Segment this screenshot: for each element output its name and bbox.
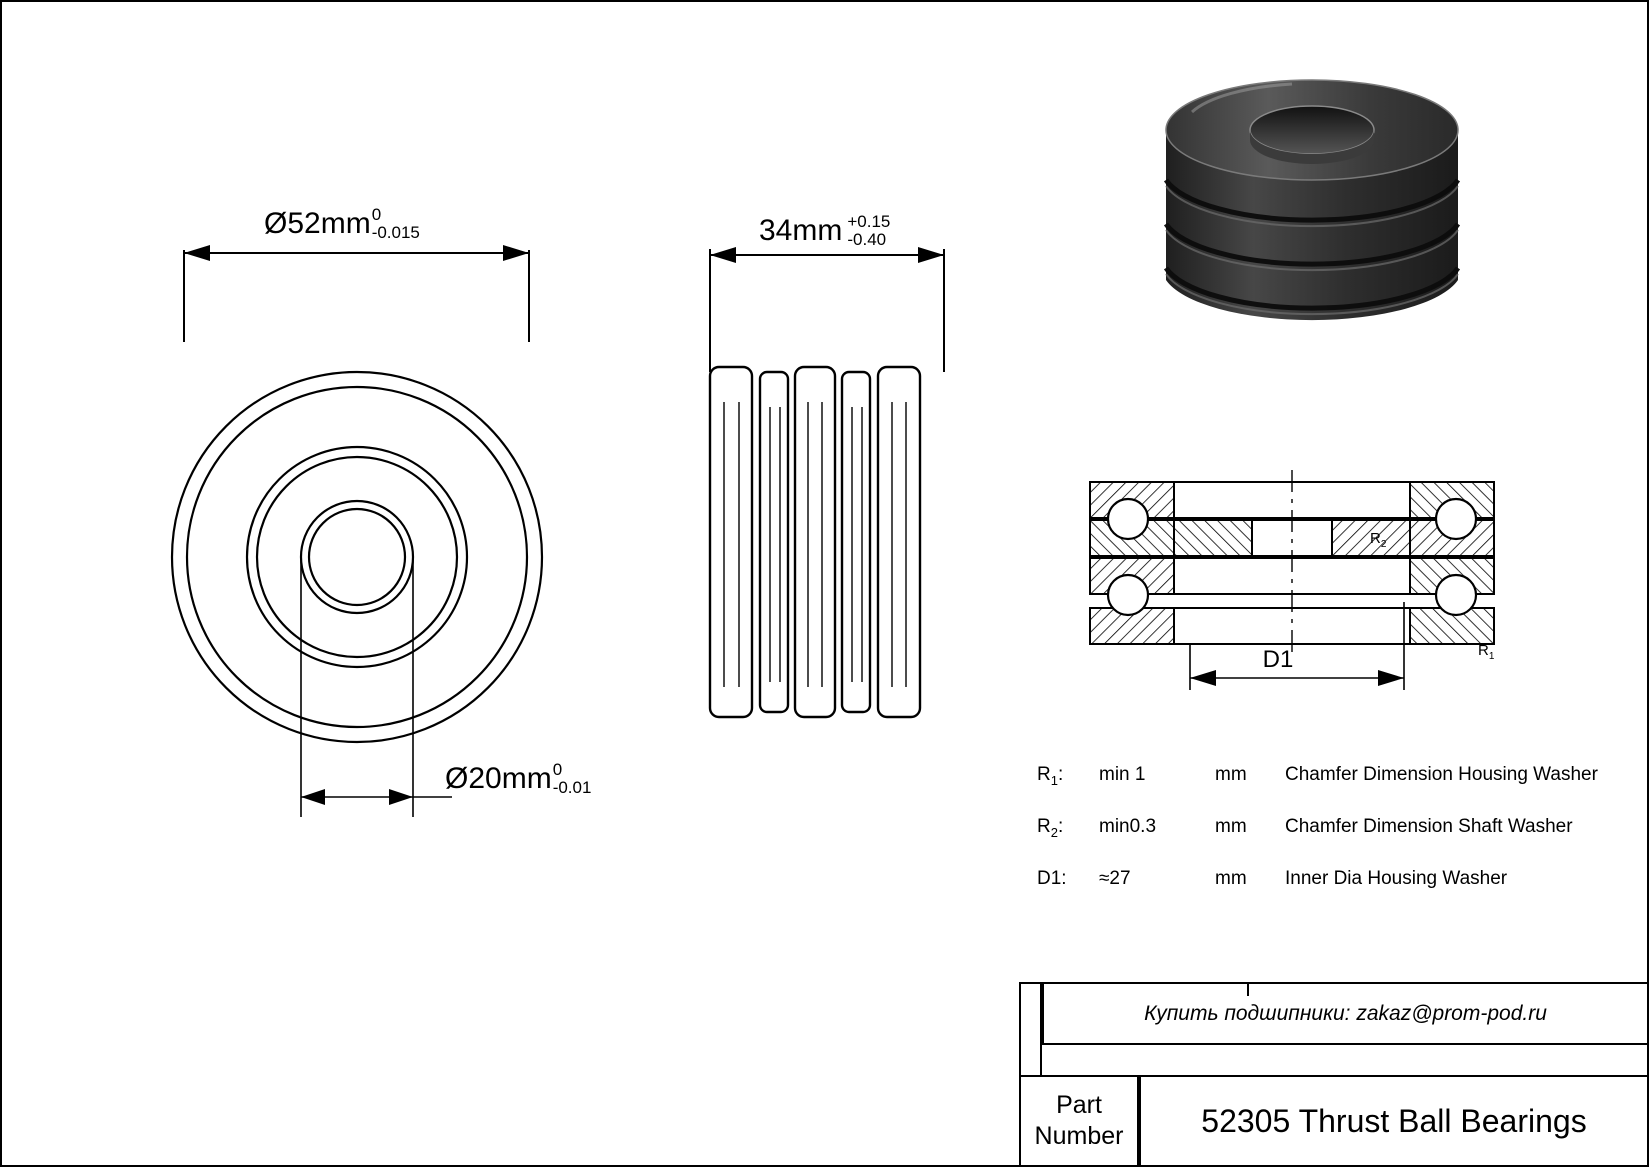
spec-desc-d1: Inner Dia Housing Washer — [1285, 868, 1508, 889]
spec-unit-d1: mm — [1215, 868, 1247, 889]
spec-symbol-d1: D1: — [1037, 868, 1067, 889]
outer-diameter-tol-upper: 0 — [371, 205, 382, 225]
front-view-drawing — [152, 217, 572, 837]
part-number-text: 52305 Thrust Ball Bearings — [1201, 1102, 1587, 1139]
spec-symbol-r1: $R_1$: — [1037, 764, 1064, 788]
title-block-divider-tick — [1247, 982, 1249, 996]
outer-diameter-dimension — [264, 207, 420, 243]
spec-table — [1037, 764, 1637, 894]
part-label-line1: Part — [1056, 1090, 1102, 1119]
title-block-left-cell — [1019, 982, 1042, 1075]
width-dimension — [759, 214, 890, 250]
bore-diameter-tol-upper: 0 — [552, 760, 563, 780]
spec-symbol-r2: $R_2$: — [1037, 816, 1064, 840]
r1-label: $R_1$ — [1478, 642, 1495, 662]
spec-unit-r1: mm — [1215, 764, 1247, 785]
outer-diameter-value: Ø52mm — [264, 207, 371, 240]
spec-unit-r2: mm — [1215, 816, 1247, 837]
width-tol-upper: +0.15 — [847, 212, 891, 232]
bearing-3d-render — [1152, 72, 1472, 362]
side-view-drawing — [692, 227, 992, 747]
outer-diameter-tol-lower: -0.015 — [371, 223, 420, 243]
spec-desc-r2: Chamfer Dimension Shaft Washer — [1285, 816, 1573, 837]
r2-label: $R_2$ — [1370, 530, 1387, 550]
bore-diameter-tol-lower: -0.01 — [552, 778, 592, 798]
part-number-value-cell — [1139, 1075, 1649, 1167]
width-tol-lower: -0.40 — [847, 230, 887, 250]
bore-diameter-dimension — [445, 762, 591, 798]
bore-diameter-value: Ø20mm — [445, 762, 552, 795]
d1-label: D1 — [1262, 646, 1294, 673]
spec-value-d1: ≈27 — [1099, 868, 1131, 889]
width-value: 34mm — [759, 214, 843, 247]
cross-section-drawing — [1082, 462, 1512, 702]
contact-cell — [1042, 982, 1649, 1045]
spec-desc-r1: Chamfer Dimension Housing Washer — [1285, 764, 1598, 785]
contact-text: Купить подшипники: zakaz@prom-pod.ru — [1144, 1001, 1547, 1025]
part-number-label-cell — [1019, 1075, 1139, 1167]
part-label-line2: Number — [1034, 1122, 1124, 1150]
spec-value-r2: min0.3 — [1099, 816, 1157, 837]
spec-value-r1: min 1 — [1099, 764, 1146, 785]
